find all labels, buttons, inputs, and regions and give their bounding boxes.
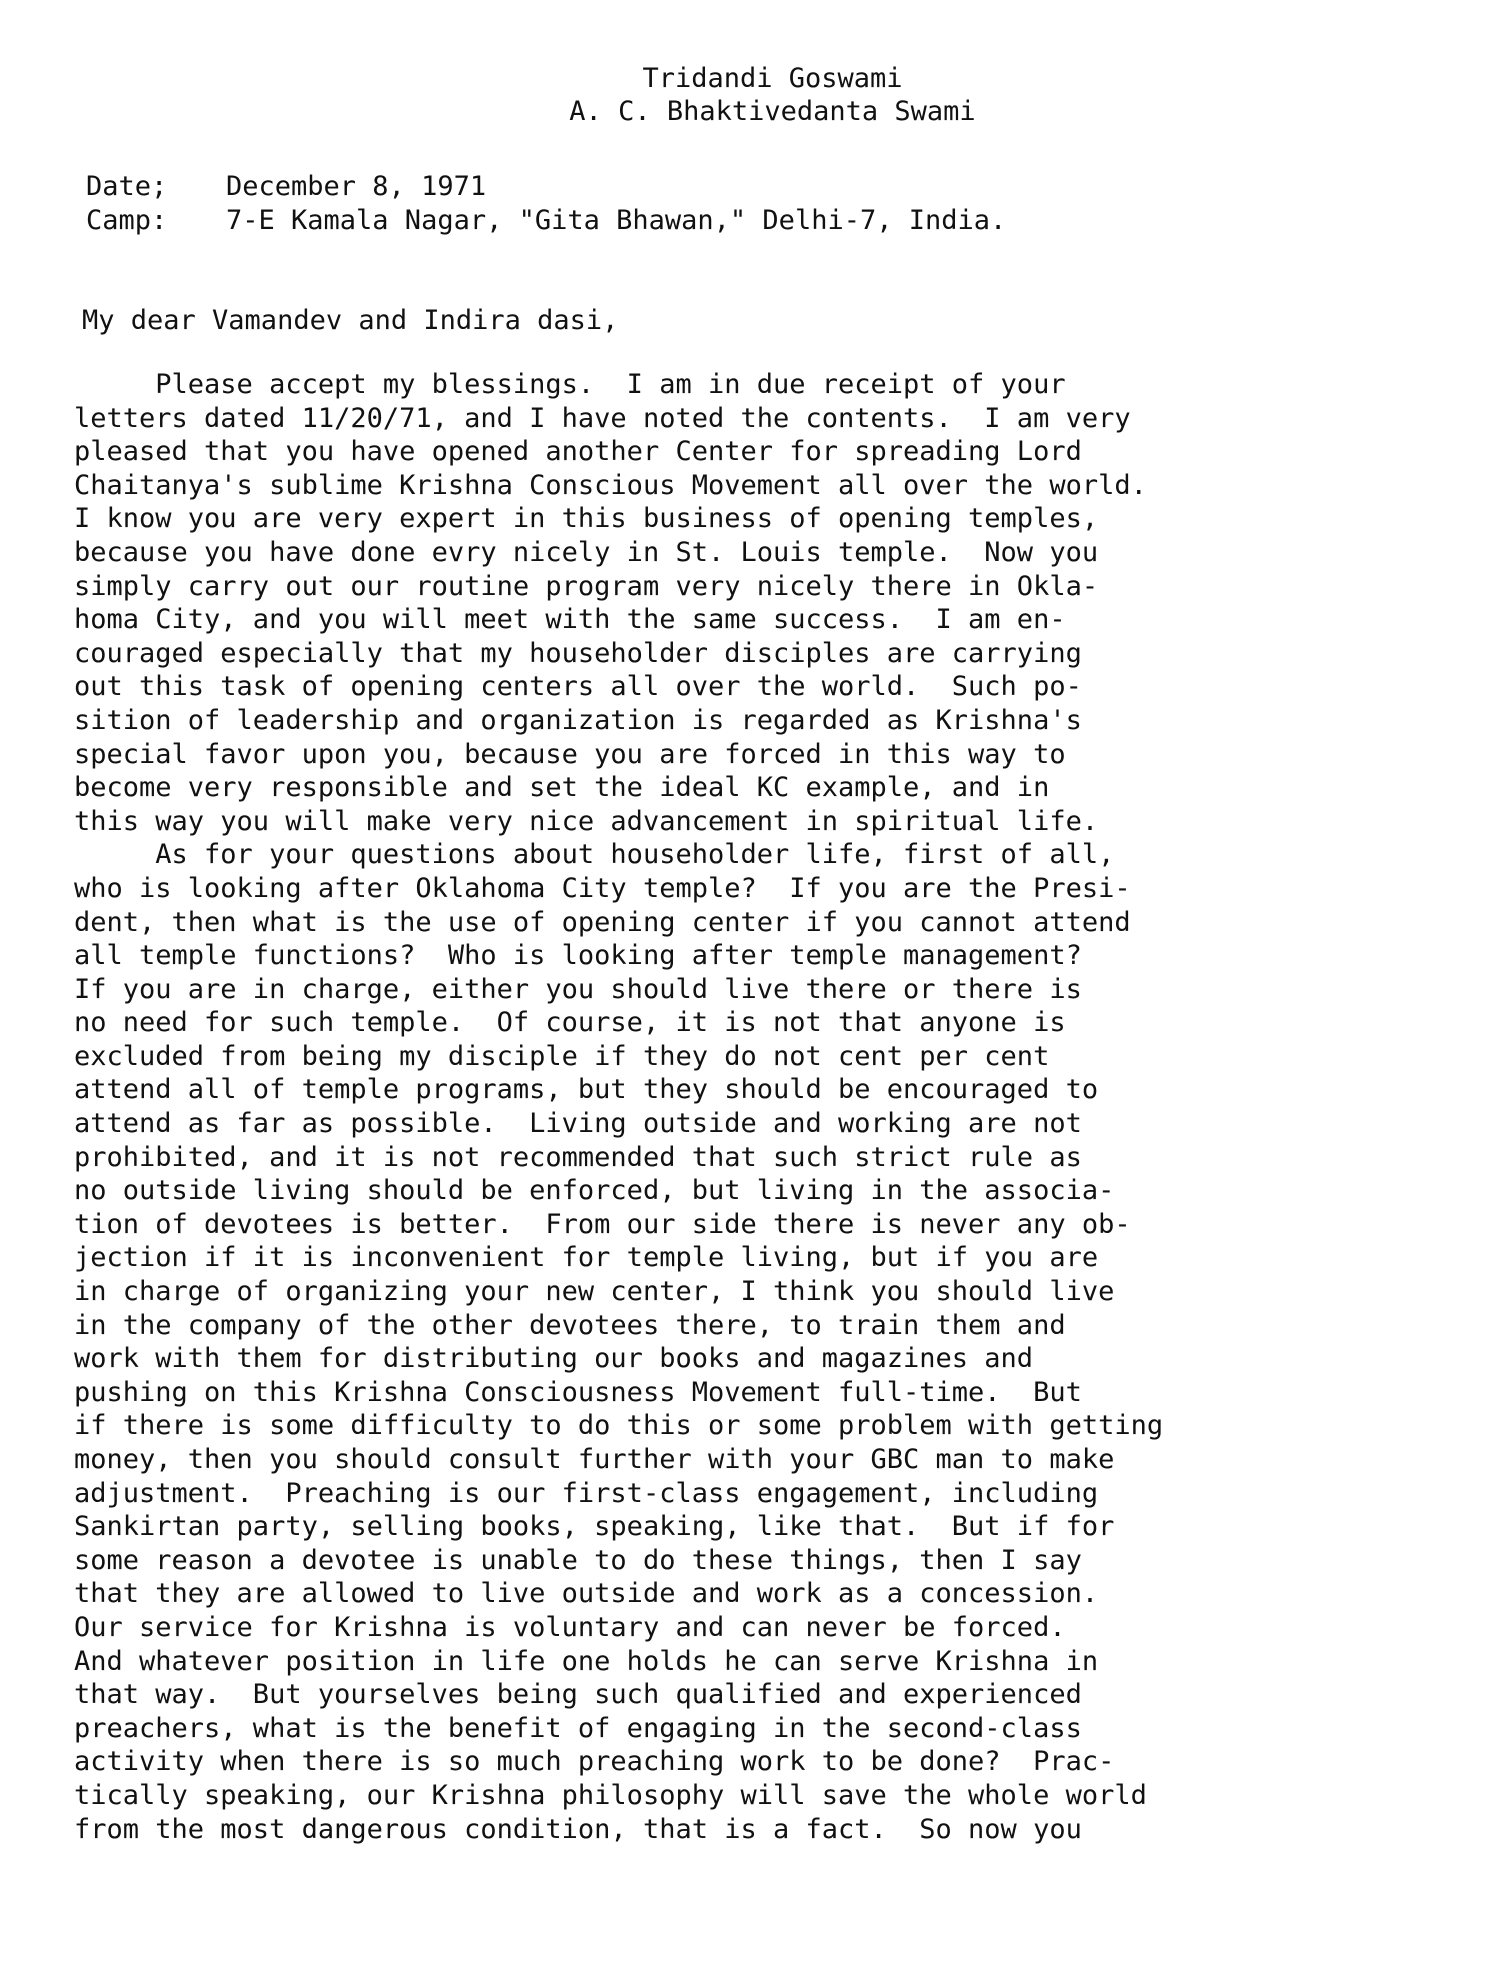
body-line: preachers, what is the benefit of engaging in the second-class bbox=[74, 1712, 1082, 1744]
body-line: in the company of the other devotees there, to train them and bbox=[74, 1309, 1066, 1341]
camp-row bbox=[86, 204, 1006, 238]
body-line: Sankirtan party, selling books, speaking, like that. But if for bbox=[74, 1511, 1115, 1543]
body-line: from the most dangerous condition, that is a fact. So now you bbox=[74, 1813, 1082, 1845]
body-line: activity when there is so much preaching work to be done? Prac- bbox=[74, 1746, 1115, 1778]
body-line: some reason a devotee is unable to do these things, then I say bbox=[74, 1544, 1082, 1576]
body-line: And whatever position in life one holds he can serve Krishna in bbox=[74, 1645, 1099, 1677]
camp-value: 7-E Kamala Nagar, "Gita Bhawan," Delhi-7, India. bbox=[226, 205, 1007, 236]
body-line: attend as far as possible. Living outside and working are not bbox=[74, 1108, 1082, 1140]
body-line: jection if it is inconvenient for temple living, but if you are bbox=[74, 1242, 1099, 1274]
body-line: pleased that you have opened another Center for spreading Lord bbox=[74, 436, 1082, 468]
letter-meta bbox=[86, 170, 1006, 238]
body-line: Please accept my blessings. I am in due receipt of your bbox=[74, 369, 1066, 400]
body-line: tion of devotees is better. From our side there is never any ob- bbox=[74, 1208, 1131, 1240]
body-line: this way you will make very nice advancement in spiritual life. bbox=[74, 805, 1099, 837]
body-line: that way. But yourselves being such qualified and experienced bbox=[74, 1679, 1082, 1711]
body-line: no need for such temple. Of course, it is not that anyone is bbox=[74, 1007, 1066, 1039]
body-line: become very responsible and set the ideal KC example, and in bbox=[74, 772, 1050, 804]
body-line: excluded from being my disciple if they do not cent per cent bbox=[74, 1040, 1050, 1072]
body-line: work with them for distributing our books and magazines and bbox=[74, 1343, 1034, 1375]
body-line: all temple functions? Who is looking after temple management? bbox=[74, 940, 1082, 972]
date-value: December 8, 1971 bbox=[226, 171, 487, 202]
body-line: who is looking after Oklahoma City temple? If you are the Presi- bbox=[74, 872, 1131, 904]
body-line: I know you are very expert in this business of opening temples, bbox=[74, 503, 1099, 535]
body-line: if there is some difficulty to do this or some problem with getting bbox=[74, 1410, 1164, 1442]
body-line: letters dated 11/20/71, and I have noted the contents. I am very bbox=[74, 402, 1131, 434]
date-label: Date; bbox=[86, 171, 168, 202]
body-line: attend all of temple programs, but they should be encouraged to bbox=[74, 1074, 1099, 1106]
body-line: Chaitanya's sublime Krishna Conscious Movement all over the world. bbox=[74, 469, 1147, 501]
body-line: out this task of opening centers all over the world. Such po- bbox=[74, 671, 1082, 703]
camp-label: Camp: bbox=[86, 205, 168, 236]
body-line: because you have done evry nicely in St. Louis temple. Now you bbox=[74, 536, 1099, 568]
body-line: that they are allowed to live outside and work as a concession. bbox=[74, 1578, 1099, 1610]
body-line: dent, then what is the use of opening center if you cannot attend bbox=[74, 906, 1131, 938]
body-line: pushing on this Krishna Consciousness Movement full-time. But bbox=[74, 1376, 1082, 1408]
header-name: A. C. Bhaktivedanta Swami bbox=[569, 96, 976, 127]
body-line: money, then you should consult further with your GBC man to make bbox=[74, 1444, 1115, 1475]
body-line: simply carry out our routine program very nicely there in Okla- bbox=[74, 570, 1099, 602]
letter-header bbox=[0, 62, 1485, 128]
body-line: If you are in charge, either you should live there or there is bbox=[74, 973, 1082, 1005]
body-line: As for your questions about householder life, first of all, bbox=[74, 839, 1115, 871]
body-line: Our service for Krishna is voluntary and can never be forced. bbox=[74, 1611, 1066, 1643]
salutation: My dear Vamandev and Indira dasi, bbox=[82, 305, 619, 336]
body-line: tically speaking, our Krishna philosophy will save the whole world bbox=[74, 1779, 1147, 1811]
body-line: special favor upon you, because you are forced in this way to bbox=[74, 738, 1066, 770]
letter-body bbox=[74, 368, 1474, 1846]
body-line: no outside living should be enforced, but living in the associa- bbox=[74, 1175, 1115, 1207]
body-line: couraged especially that my householder disciples are carrying bbox=[74, 637, 1082, 669]
body-line: adjustment. Preaching is our first-class engagement, including bbox=[74, 1477, 1099, 1509]
body-line: prohibited, and it is not recommended that such strict rule as bbox=[74, 1141, 1082, 1173]
header-title: Tridandi Goswami bbox=[642, 63, 903, 94]
date-row bbox=[86, 170, 1006, 204]
body-line: in charge of organizing your new center, I think you should live bbox=[74, 1276, 1115, 1308]
body-line: sition of leadership and organization is regarded as Krishna's bbox=[74, 704, 1082, 736]
body-line: homa City, and you will meet with the same success. I am en- bbox=[74, 604, 1066, 636]
